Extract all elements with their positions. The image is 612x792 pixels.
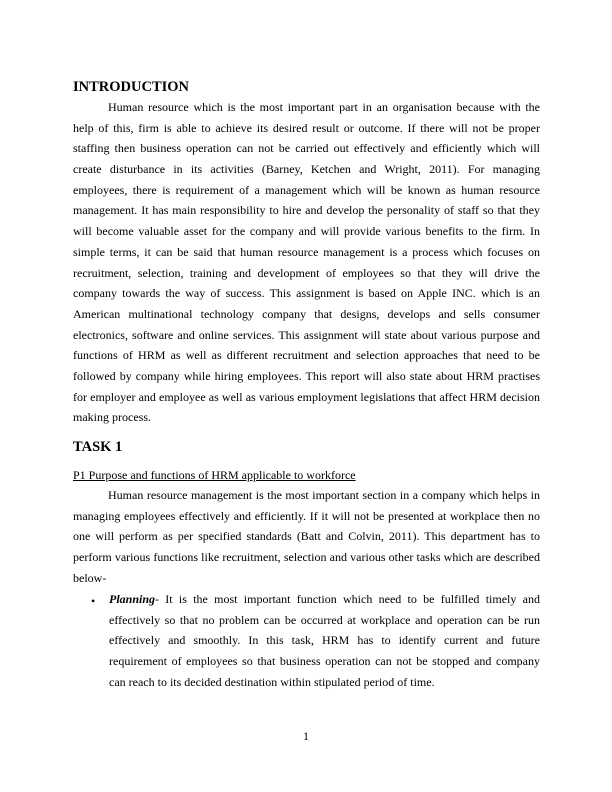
- bullet-icon: •: [91, 594, 96, 608]
- bullet-term: Planning: [109, 592, 156, 606]
- text-line: followed by company while hiring employees. This report will also state about HRM practises: [73, 368, 540, 383]
- text-line: managing employees effectively and efficiently. If it will not be presented at workplace then no: [73, 508, 540, 523]
- text-line: help of this, firm is able to achieve its desired result or outcome. If there will not be proper: [73, 120, 540, 135]
- text-line: staffing then business operation can not be carried out effectively and efficiently which will: [73, 141, 540, 156]
- text-line: electronics, software and online services. This assignment will state about various purpose and: [73, 327, 540, 342]
- task1-paragraph: [73, 485, 540, 588]
- task1-heading: TASK 1: [73, 439, 123, 455]
- text-line: requirement of employees so that business operation can not be stopped and company: [109, 654, 540, 669]
- text-line: employees, there is requirement of a management which will be known as human resource: [73, 182, 540, 197]
- bullet-planning: [91, 589, 540, 692]
- bullet-line: [109, 589, 540, 610]
- p1-subheading: P1 Purpose and functions of HRM applicable to workforce: [73, 468, 356, 482]
- introduction-paragraph: [73, 97, 540, 428]
- text-line: functions of HRM as well as different recruitment and selection approaches that need to be: [73, 348, 540, 363]
- text-line: effectively and smoothly. In this task, HRM has to identify current and future: [109, 633, 540, 648]
- text-line: Human resource management is the most important section in a company which helps in: [108, 488, 540, 502]
- text-line: management. It has main responsibility to hire and develop the personality of staff so that they: [73, 203, 540, 218]
- text-line: simple terms, it can be said that human resource management is a process which focuses on: [73, 244, 540, 259]
- text-line: will become valuable asset for the company and will provide various benefits to the firm. In: [73, 224, 540, 239]
- text-line: perform various functions like recruitment, selection and various other tasks which are described: [73, 550, 540, 565]
- text-line: one will perform as per specified standards (Batt and Colvin, 2011). This department has to: [73, 529, 540, 544]
- text-line: create disturbance in its activities (Barney, Ketchen and Wright, 2011). For managing: [73, 162, 540, 177]
- text-line: company towards the way of success. This assignment is based on Apple INC. which is an: [73, 286, 540, 301]
- text-line: recruitment, selection, training and development of employees so that they will drive the: [73, 265, 540, 280]
- text-line: below-: [73, 570, 107, 585]
- text-line: effectively so that no problem can be occurred at workplace and operation can be run: [109, 612, 540, 627]
- introduction-heading: INTRODUCTION: [73, 79, 190, 95]
- text-line: for employer and employee as well as various employment legislations that affect HRM decision: [73, 389, 540, 404]
- bullet-text: - It is the most important function which need to be fulfilled timely and: [155, 592, 540, 606]
- text-line: Human resource which is the most important part in an organisation because with the: [108, 100, 540, 114]
- page-number: 1: [303, 729, 309, 743]
- text-line: American multinational technology company that designs, develops and sells consumer: [73, 306, 540, 321]
- text-line: making process.: [73, 410, 151, 425]
- text-line: can reach to its decided destination within stipulated period of time.: [109, 674, 435, 689]
